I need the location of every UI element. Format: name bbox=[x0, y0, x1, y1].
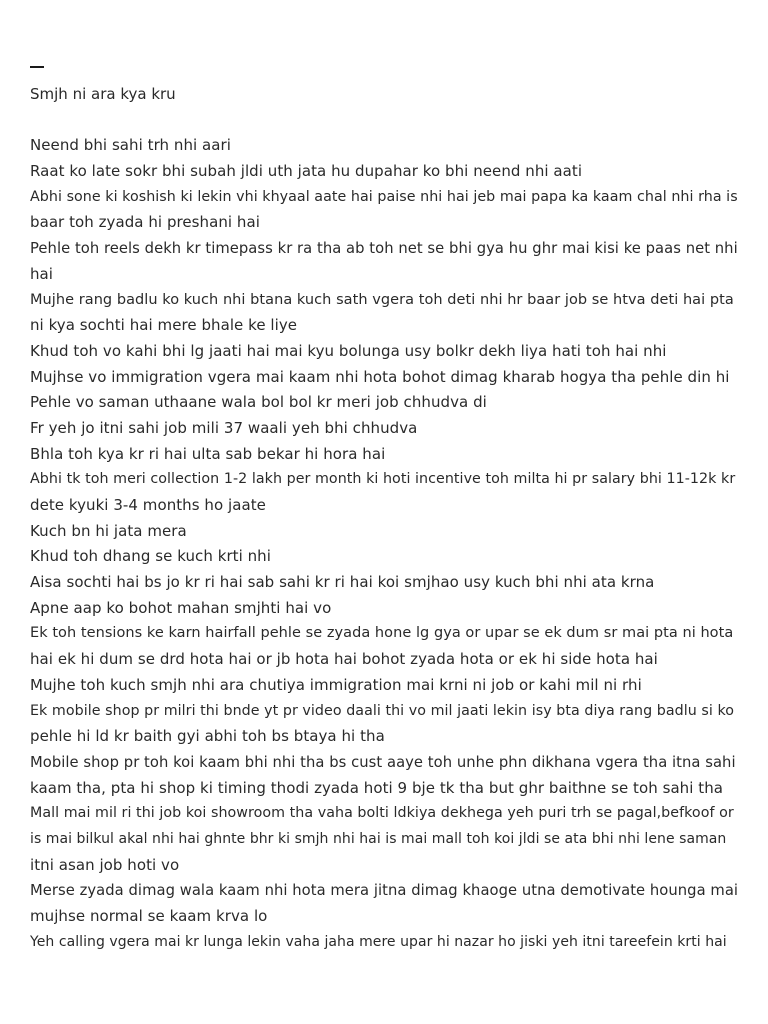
note-line: Fr yeh jo itni sahi job mili 37 waali yeh bhi chhudva bbox=[30, 418, 418, 437]
note-line: Khud toh dhang se kuch krti nhi bbox=[30, 547, 271, 566]
note-line: ni kya sochti hai mere bhale ke liye bbox=[30, 316, 298, 335]
note-line: Pehle toh reels dekh kr timepass kr ra tha ab toh net se bhi gya hu ghr mai kisi ke paas net nhi bbox=[30, 240, 738, 258]
note-line: pehle hi ld kr baith gyi abhi toh bs btaya hi tha bbox=[30, 727, 385, 746]
note-line: Mujhe rang badlu ko kuch nhi btana kuch sath vgera toh deti nhi hr baar job se htva deti hai pta bbox=[30, 291, 734, 308]
note-line: Neend bhi sahi trh nhi aari bbox=[30, 136, 231, 155]
note-line: Mujhse vo immigration vgera mai kaam nhi hota bohot dimag kharab hogya tha pehle din hi bbox=[30, 367, 730, 386]
note-line: Mobile shop pr toh koi kaam bhi nhi tha bs cust aaye toh unhe phn dikhana vgera tha itna sahi bbox=[30, 753, 736, 771]
note-line: mujhse normal se kaam krva lo bbox=[30, 907, 268, 925]
note-line: Raat ko late sokr bhi subah jldi uth jata hu dupahar ko bhi neend nhi aati bbox=[30, 162, 583, 181]
note-line: dete kyuki 3-4 months ho jaate bbox=[30, 496, 266, 514]
note-line: Bhla toh kya kr ri hai ulta sab bekar hi hora hai bbox=[30, 444, 386, 463]
title-dash-mark bbox=[30, 66, 44, 68]
note-line: Abhi sone ki koshish ki lekin vhi khyaal aate hai paise nhi hai jeb mai papa ka kaam chal nhi rha is bbox=[30, 188, 738, 205]
note-line: Merse zyada dimag wala kaam nhi hota mera jitna dimag khaoge utna demotivate hounga mai bbox=[30, 882, 739, 900]
note-line: kaam tha, pta hi shop ki timing thodi zyada hoti 9 bje tk tha but ghr baithne se toh sahi tha bbox=[30, 778, 724, 797]
note-line: Khud toh vo kahi bhi lg jaati hai mai kyu bolunga usy bolkr dekh liya hati toh hai nhi bbox=[30, 341, 667, 360]
note-line: Pehle vo saman uthaane wala bol bol kr meri job chhudva di bbox=[30, 393, 487, 412]
note-body bbox=[30, 133, 738, 955]
note-line: is mai bilkul akal nhi hai ghnte bhr ki smjh nhi hai is mai mall toh koi jldi se ata bhi nhi lene saman bbox=[30, 830, 727, 847]
note-line: Ek toh tensions ke karn hairfall pehle se zyada hone lg gya or upar se ek dum sr mai pta ni hota bbox=[30, 625, 734, 642]
note-line: itni asan job hoti vo bbox=[30, 855, 180, 874]
note-line: Ek mobile shop pr milri thi bnde yt pr video daali thi vo mil jaati lekin isy bta diya rang badlu si ko bbox=[30, 702, 735, 719]
note-line: Aisa sochti hai bs jo kr ri hai sab sahi kr ri hai koi smjhao usy kuch bhi nhi ata krna bbox=[30, 573, 655, 592]
note-line: Yeh calling vgera mai kr lunga lekin vaha jaha mere upar hi nazar ho jiski yeh itni tareefein krti hai bbox=[30, 933, 727, 950]
blank-line bbox=[30, 108, 738, 134]
note-line: hai bbox=[30, 264, 54, 283]
note-line: Kuch bn hi jata mera bbox=[30, 521, 187, 540]
note-line: hai ek hi dum se drd hota hai or jb hota hai bohot zyada hota or ek hi side hota hai bbox=[30, 650, 658, 669]
note-line: Mall mai mil ri thi job koi showroom tha vaha bolti ldkiya dekhega yeh puri trh se pagal,befkoof or bbox=[30, 805, 734, 822]
note-line: Mujhe toh kuch smjh nhi ara chutiya immigration mai krni ni job or kahi mil ni rhi bbox=[30, 675, 642, 694]
note-line: baar toh zyada hi preshani hai bbox=[30, 213, 260, 232]
note-line: Abhi tk toh meri collection 1-2 lakh per month ki hoti incentive toh milta hi pr salary bhi 11-12k kr bbox=[30, 471, 736, 488]
note-title: Smjh ni ara kya kru bbox=[30, 85, 176, 103]
note-line: Apne aap ko bohot mahan smjhti hai vo bbox=[30, 598, 332, 617]
